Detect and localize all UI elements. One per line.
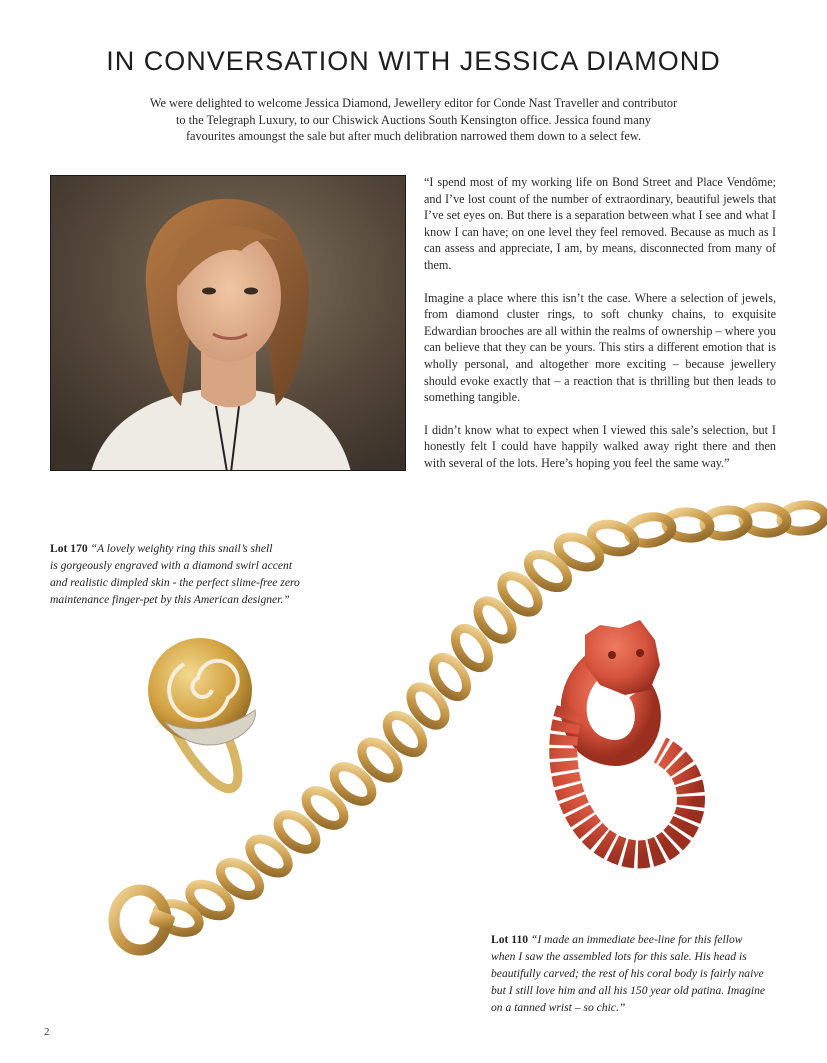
lot-label: Lot 110 (491, 933, 529, 946)
caption-line: maintenance finger-pet by this American designer.” (50, 593, 290, 606)
caption-line: on a tanned wrist – so chic.” (491, 1001, 626, 1014)
page-title: IN CONVERSATION WITH JESSICA DIAMOND (106, 46, 721, 76)
intro-line: to the Telegraph Luxury, to our Chiswick Auctions South Kensington office. Jessica found many (175, 112, 651, 127)
caption-line: “I made an immediate bee-line for this fellow (530, 933, 743, 946)
caption-line: but I still love him and all his 150 year old patina. Imagine (491, 984, 766, 997)
quote-paragraph: I didn’t know what to expect when I viewed this sale’s selection, but I honestly felt I could have happily walked away right there and then with several of the lots. Here’s hoping you feel the same way.” (424, 422, 776, 470)
intro-line: favourites amoungst the sale but after much delibration narrowed them down to a select few. (185, 129, 642, 143)
quote-paragraph: “I spend most of my working life on Bond Street and Place Vendôme; and I’ve lost count of the number of extraordinary, beautiful jewels that I’ve set eyes on. But there is a separation between what I see and what I know I can have; on one level they feel removed. Because as much as I can assess and appreciate, I am, by means, disconnected from many of them. (424, 175, 776, 272)
caption-line: is gorgeously engraved with a diamond swirl accent (50, 559, 293, 572)
lot-label: Lot 170 (50, 542, 88, 555)
page-number: 2 (44, 1026, 50, 1038)
portrait-photo (50, 175, 406, 471)
caption-line: and realistic dimpled skin - the perfect slime-free zero (50, 576, 300, 589)
jessica-quote (424, 174, 776, 488)
snail-ring (144, 638, 255, 799)
intro-paragraph (90, 95, 737, 145)
coral-bangle (563, 620, 691, 854)
lot-170-caption (50, 540, 330, 608)
caption-line: beautifully carved; the rest of his coral body is fairly naive (491, 967, 764, 980)
quote-paragraph: Imagine a place where this isn’t the case. Where a selection of jewels, from diamond cluster rings, to soft chunky chains, to exquisite Edwardian brooches are all within the realms of ownership – where you can believe that they can be yours. This stirs a different emotion that is wholly personal, and altogether more exciting – because jewellery should evoke exactly that – a reaction that is thrilling but then leads to something tangible. (424, 290, 776, 405)
lot-110-caption (491, 931, 791, 1016)
caption-line: “A lovely weighty ring this snail’s shell (90, 542, 273, 555)
intro-line: We were delighted to welcome Jessica Diamond, Jewellery editor for Conde Nast Traveller and contributor (149, 96, 678, 110)
caption-line: when I saw the assembled lots for this sale. His head is (491, 950, 747, 963)
